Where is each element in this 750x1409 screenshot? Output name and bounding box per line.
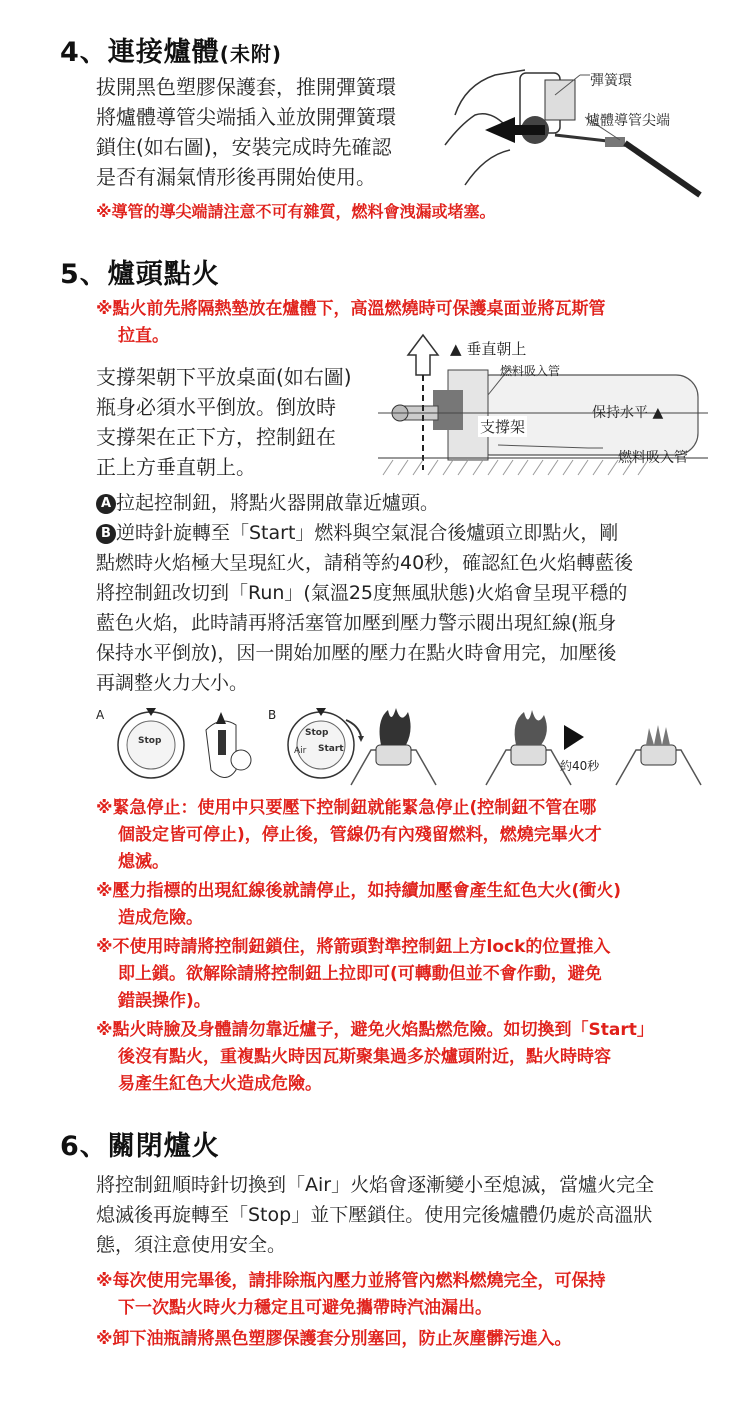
- warning-line: ※不使用時請將控制鈕鎖住，將箭頭對準控制鈕上方lock的位置推入: [96, 937, 611, 957]
- warning-line: 熄滅。: [118, 852, 169, 872]
- warning-triangle-icon: ▲: [652, 405, 664, 421]
- step-b-text: 逆時針旋轉至「Start」燃料與空氣混合後爐頭立即點火，剛: [116, 522, 619, 544]
- section-6-warnings: [96, 1268, 716, 1353]
- warning-line: 個設定皆可停止)，停止後，管線仍有內殘留燃料，燃燒完畢火才: [118, 825, 602, 845]
- warning-release-pressure: [96, 1268, 716, 1322]
- warning-protective-cap: [96, 1326, 716, 1353]
- label-hose-tip: 爐體導管尖端: [586, 113, 670, 129]
- section-4-number: 4、: [60, 37, 108, 68]
- text-line: 鎖住(如右圖)，安裝完成時先確認: [96, 135, 392, 159]
- label-keep-level: [592, 402, 663, 422]
- dial-b-start-text: Start: [318, 744, 344, 754]
- section-5-body: [96, 362, 376, 482]
- section-6-body: [96, 1170, 726, 1260]
- step-a-text: 拉起控制鈕，將點火器開啟靠近爐頭。: [116, 492, 440, 514]
- warning-emergency-stop: [96, 795, 716, 876]
- warning-line: 易產生紅色大火造成危險。: [118, 1074, 322, 1094]
- label-stand: 支撐架: [480, 418, 526, 436]
- dial-a-stop-text: Stop: [138, 736, 162, 746]
- figure-a-label: A: [96, 708, 105, 722]
- section-4-body: [96, 72, 436, 192]
- text-line: 拔開黑色塑膠保護套，推開彈簧環: [96, 75, 396, 99]
- section-4-suffix: (未附): [219, 42, 283, 66]
- section-6-number: 6、: [60, 1131, 108, 1162]
- label-text: 保持水平: [592, 405, 648, 421]
- warning-line: 後沒有點火，重複點火時因瓦斯聚集過多於爐頭附近，點火時時容: [118, 1047, 611, 1067]
- wait-time-label: 約40秒: [560, 759, 600, 773]
- text-line: 保持水平倒放)，因一開始加壓的壓力在點火時會用完，加壓後: [96, 642, 617, 664]
- step-a: [96, 488, 736, 518]
- ignition-steps: [96, 488, 736, 698]
- text-line: 藍色火焰，此時請再將活塞管加壓到壓力警示閥出現紅線(瓶身: [96, 612, 617, 634]
- text-line: 熄滅後再旋轉至「Stop」並下壓鎖住。使用完後爐體仍處於高溫狀: [96, 1204, 653, 1226]
- label-fuel-intake-top: 燃料吸入管: [500, 364, 561, 378]
- text-line: 將控制鈕順時針切換到「Air」火焰會逐漸變小至熄滅，當爐火完全: [96, 1174, 655, 1196]
- section-5-title: 爐頭點火: [107, 259, 220, 290]
- label-spring-ring: 彈簧環: [590, 73, 632, 89]
- warning-line: ※壓力指標的出現紅線後就請停止，如持續加壓會產生紅色大火(衝火): [96, 881, 622, 901]
- warning-line: 下一次點火時火力穩定且可避免攜帶時汽油漏出。: [118, 1298, 492, 1318]
- text-line: 瓶身必須水平倒放。倒放時: [96, 395, 336, 419]
- warning-line: 造成危險。: [118, 908, 203, 928]
- warning-line: ※點火前先將隔熱墊放在爐體下，高溫燃燒時可保護桌面並將瓦斯管: [96, 299, 606, 319]
- dial-b-air-text: Air: [294, 746, 307, 756]
- warning-line: 錯誤操作)。: [118, 991, 211, 1011]
- text-line: 支撐架在正下方，控制鈕在: [96, 425, 336, 449]
- figure-b-label: B: [268, 708, 277, 722]
- step-a-badge: A: [96, 494, 116, 514]
- label-fuel-intake-bottom: 燃料吸入管: [618, 450, 688, 466]
- section-5-number: 5、: [60, 259, 108, 290]
- label-text: 垂直朝上: [466, 340, 527, 358]
- warning-line: ※點火時臉及身體請勿靠近爐子，避免火焰點燃危險。如切換到「Start」: [96, 1020, 654, 1040]
- warning-line: ※緊急停止：使用中只要壓下控制鈕就能緊急停止(控制鈕不管在哪: [96, 798, 597, 818]
- hose-connection-illustration: [435, 55, 735, 205]
- warning-ignition-safety: [96, 1017, 716, 1098]
- section-5-heading: [60, 252, 220, 291]
- section-6-title: 關閉爐火: [107, 1131, 220, 1162]
- warning-line: 拉直。: [118, 326, 169, 346]
- section-4-warning: ※導管的導尖端請注意不可有雜質，燃料會洩漏或堵塞。: [96, 202, 496, 221]
- text-line: 是否有漏氣情形後再開始使用。: [96, 165, 376, 189]
- warning-line: ※卸下油瓶請將黑色塑膠保護套分別塞回，防止灰塵髒污進入。: [96, 1329, 572, 1349]
- section-5-warnings: [96, 795, 716, 1098]
- warning-triangle-icon: ▲: [450, 340, 462, 358]
- ignition-sequence-illustration: [96, 700, 736, 800]
- warning-line: 即上鎖。欲解除請將控制鈕上拉即可(可轉動但並不會作動，避免: [118, 964, 602, 984]
- section-6-heading: [60, 1124, 220, 1163]
- text-line: 再調整火力大小。: [96, 672, 249, 694]
- text-line: 態，須注意使用安全。: [96, 1234, 287, 1256]
- section-4-title: 連接爐體: [107, 37, 220, 68]
- text-line: 支撐架朝下平放桌面(如右圖): [96, 365, 352, 389]
- text-line: 正上方垂直朝上。: [96, 455, 256, 479]
- text-line: 點燃時火焰極大呈現紅火，請稍等約40秒，確認紅色火焰轉藍後: [96, 552, 634, 574]
- text-line: 將爐體導管尖端插入並放開彈簧環: [96, 105, 396, 129]
- warning-lock: [96, 934, 716, 1015]
- label-vertical-up: [450, 338, 526, 359]
- text-line: 將控制鈕改切到「Run」(氣溫25度無風狀態)火焰會呈現平穩的: [96, 582, 628, 604]
- warning-pressure: [96, 878, 716, 932]
- section-4-heading: [60, 30, 282, 69]
- step-b: [96, 518, 736, 548]
- step-b-badge: B: [96, 524, 116, 544]
- dial-b-stop-text: Stop: [305, 728, 329, 738]
- warning-line: ※每次使用完畢後，請排除瓶內壓力並將管內燃料燃燒完全，可保持: [96, 1271, 606, 1291]
